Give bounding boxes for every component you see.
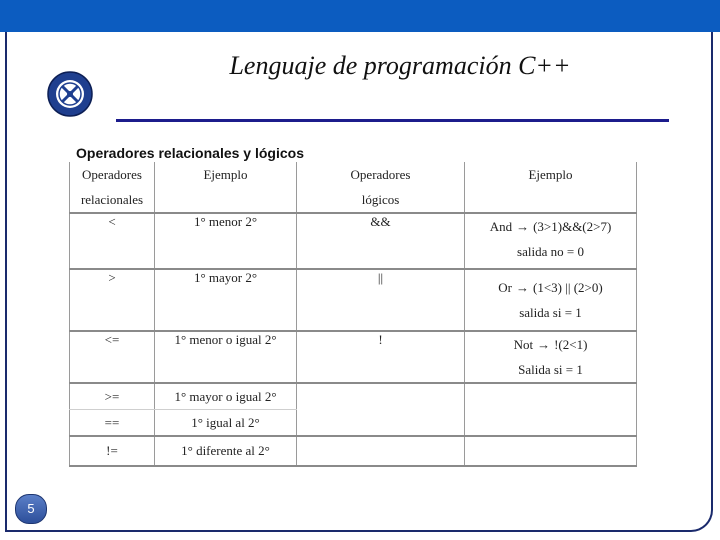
rel-example: 1° menor o igual 2° bbox=[155, 331, 297, 383]
header-logical: Operadores lógicos bbox=[297, 162, 465, 213]
table-row bbox=[70, 331, 637, 383]
header-relational: Operadores relacionales bbox=[70, 162, 155, 213]
rel-example: 1° mayor 2° bbox=[155, 269, 297, 331]
log-example: Or → (1<3) || (2>0) salida si = 1 bbox=[465, 269, 637, 331]
rel-example: 1° diferente al 2° bbox=[155, 436, 297, 466]
table-row bbox=[70, 269, 637, 331]
table-row bbox=[70, 383, 637, 410]
empty-cell bbox=[465, 436, 637, 466]
empty-cell bbox=[297, 383, 465, 436]
rel-operator: < bbox=[70, 213, 155, 269]
header-example-1: Ejemplo bbox=[155, 162, 297, 213]
rel-operator: > bbox=[70, 269, 155, 331]
arrow-icon: → bbox=[516, 280, 530, 295]
title-underline bbox=[116, 119, 669, 122]
table-heading: Operadores relacionales y lógicos bbox=[76, 145, 304, 161]
rel-operator: >= bbox=[70, 383, 155, 410]
table-header-row bbox=[70, 162, 637, 213]
slide-title: Lenguaje de programación C++ bbox=[229, 51, 571, 80]
page-number-badge: 5 bbox=[15, 494, 47, 524]
rel-operator: <= bbox=[70, 331, 155, 383]
header-example-2: Ejemplo bbox=[465, 162, 637, 213]
top-banner bbox=[0, 0, 720, 32]
rel-example: 1° igual al 2° bbox=[155, 410, 297, 437]
rel-operator: == bbox=[70, 410, 155, 437]
table-row bbox=[70, 213, 637, 269]
log-operator: && bbox=[297, 213, 465, 269]
rel-example: 1° menor 2° bbox=[155, 213, 297, 269]
empty-cell bbox=[465, 383, 637, 436]
empty-cell bbox=[297, 436, 465, 466]
log-example: And → (3>1)&&(2>7) salida no = 0 bbox=[465, 213, 637, 269]
log-example: Not → !(2<1) Salida si = 1 bbox=[465, 331, 637, 383]
rel-operator: != bbox=[70, 436, 155, 466]
log-operator: || bbox=[297, 269, 465, 331]
university-seal-icon bbox=[44, 71, 96, 117]
arrow-icon: → bbox=[516, 219, 530, 234]
log-operator: ! bbox=[297, 331, 465, 383]
operators-table bbox=[69, 162, 637, 467]
rel-example: 1° mayor o igual 2° bbox=[155, 383, 297, 410]
arrow-icon: → bbox=[537, 337, 551, 352]
table-row bbox=[70, 436, 637, 466]
